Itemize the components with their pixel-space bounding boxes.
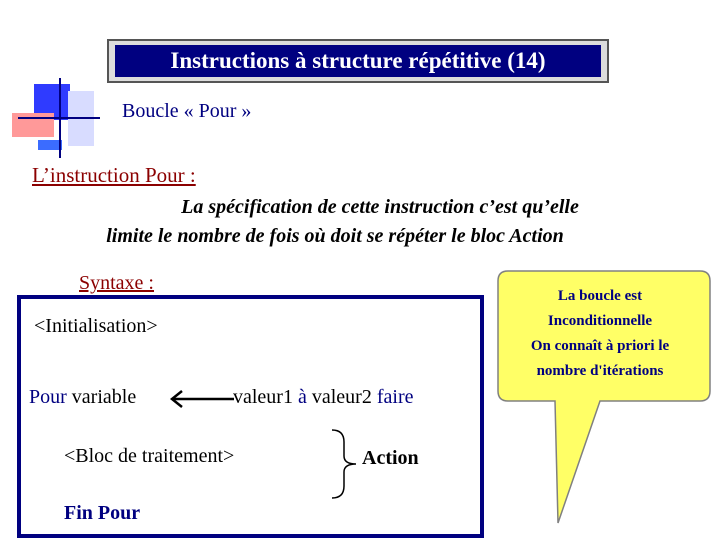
callout-line-3: On connaît à priori le (530, 338, 670, 354)
syntax-variable: variable (66, 386, 137, 408)
instruction-line-1: La spécification de cette instruction c’est qu’elle (181, 196, 579, 218)
callout-text (500, 284, 700, 384)
syntax-valeur1: valeur1 (233, 386, 298, 408)
faire-keyword: faire (376, 386, 414, 408)
pour-keyword: Pour (29, 386, 67, 408)
instruction-line-2: limite le nombre de fois où doit se répéter le bloc Action (106, 225, 564, 247)
subtitle: Boucle « Pour » (122, 100, 252, 122)
syntax-bloc: <Bloc de traitement> (64, 445, 235, 467)
a-keyword: à (297, 386, 307, 408)
syntax-heading: Syntaxe : (79, 272, 154, 294)
syntax-valeur2: valeur2 (306, 386, 377, 408)
syntax-fin-pour: Fin Pour (64, 502, 141, 524)
syntax-action: Action (362, 447, 419, 469)
page-title: Instructions à structure répétitive (14) (170, 48, 546, 73)
callout-line-1: La boucle est (557, 288, 643, 304)
instruction-heading: L’instruction Pour : (32, 163, 196, 187)
callout-line-4: nombre d'itérations (536, 363, 664, 379)
syntax-init: <Initialisation> (34, 315, 158, 337)
callout-line-2: Inconditionnelle (547, 313, 653, 329)
